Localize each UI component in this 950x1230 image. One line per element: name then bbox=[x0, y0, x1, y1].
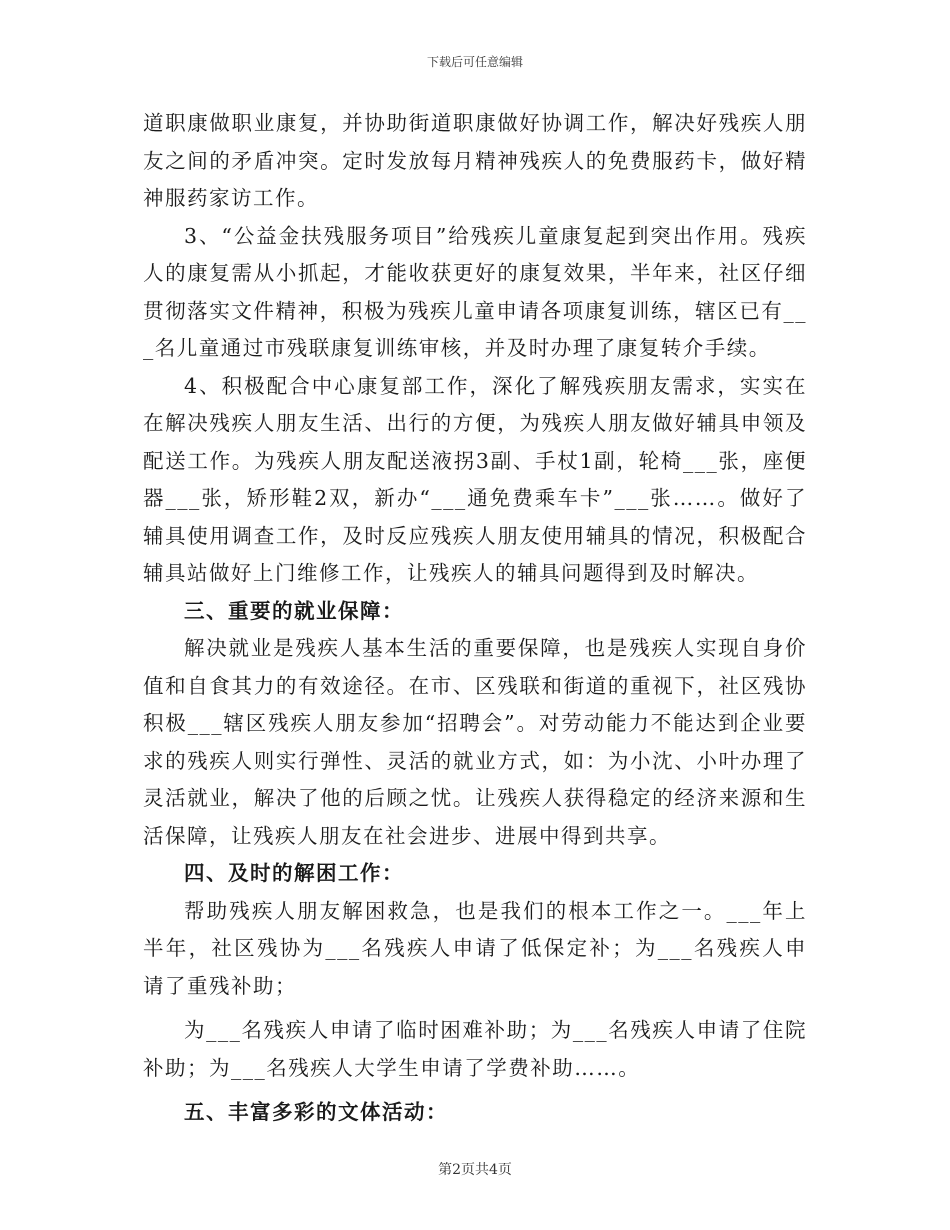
paragraph: 4、积极配合中心康复部工作，深化了解残疾朋友需求，实实在在解决残疾人朋友生活、出行的方便，为残疾人朋友做好辅具申领及配送工作。为残疾人朋友配送液拐3副、手杖1副，轮椅___张，座便器___张，矫形鞋2双，新办“___通免费乘车卡”___张……。做好了辅具使用调查工作，及时反应残疾人朋友使用辅具的情况，积极配合辅具站做好上门维修工作，让残疾人的辅具问题得到及时解决。 bbox=[143, 373, 807, 585]
paragraph: 3、“公益金扶残服务项目”给残疾儿童康复起到突出作用。残疾人的康复需从小抓起，才能收获更好的康复效果，半年来，社区仔细贯彻落实文件精神，积极为残疾儿童申请各项康复训练，辖区已有___名儿童通过市残联康复训练审核，并及时办理了康复转介手续。 bbox=[143, 223, 807, 360]
page-footer: 第2页共4页 bbox=[438, 1162, 512, 1178]
paragraph: 道职康做职业康复，并协助街道职康做好协调工作，解决好残疾人朋友之间的矛盾冲突。定时发放每月精神残疾人的免费服药卡，做好精神服药家访工作。 bbox=[143, 111, 807, 210]
page-header: 下载后可任意编辑 bbox=[426, 55, 523, 69]
section-heading: 五、丰富多彩的文体活动： bbox=[184, 1100, 448, 1124]
document-body bbox=[143, 105, 807, 1132]
paragraph: 为___名残疾人申请了临时困难补助；为___名残疾人申请了住院补助；为___名残疾人大学生申请了学费补助……。 bbox=[143, 1018, 807, 1080]
paragraph: 帮助残疾人朋友解困救急，也是我们的根本工作之一。___年上半年，社区残协为___名残疾人申请了低保定补；为___名残疾人申请了重残补助； bbox=[143, 898, 807, 998]
section-heading: 三、重要的就业保障： bbox=[184, 598, 404, 623]
paragraph: 解决就业是残疾人基本生活的重要保障，也是残疾人实现自身价值和自食其力的有效途径。在市、区残联和街道的重视下，社区残协积极___辖区残疾人朋友参加“招聘会”。对劳动能力不能达到企业要求的残疾人则实行弹性、灵活的就业方式，如：为小沈、小叶办理了灵活就业，解决了他的后顾之忧。让残疾人获得稳定的经济来源和生活保障，让残疾人朋友在社会进步、进展中得到共享。 bbox=[143, 636, 807, 848]
section-heading: 四、及时的解困工作： bbox=[184, 861, 404, 885]
